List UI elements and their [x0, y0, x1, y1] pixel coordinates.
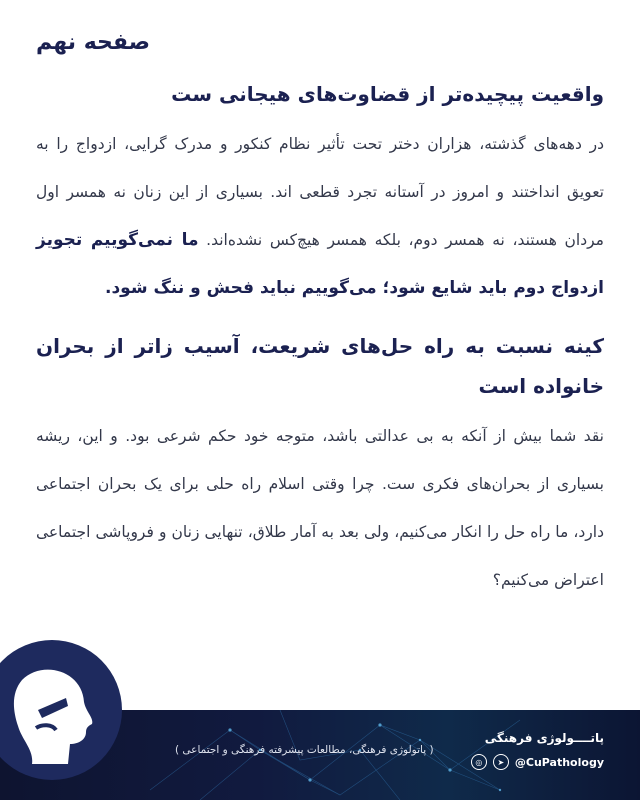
section-body-1-text: در دهه‌های گذشته، هزاران دختر تحت تأثیر نظام کنکور و مدرک گرایی، ازدواج را به تعویق انداختند و امروز در آستانه تجرد قطعی اند. بسیاری از این زنان نه همسر اول مردان هستند، نه همسر دوم، بلکه همسر هیچ‌کس نشده‌اند. — [36, 135, 604, 249]
brand-name: پاتــــولوژی فرهنگی — [484, 731, 604, 745]
section-heading-2: کینه نسبت به راه حل‌های شریعت، آسیب زاتر از بحران خانواده است — [36, 334, 604, 398]
section-body-1-emphasis: ما نمی‌گوییم تجویز ازدواج دوم باید شایع شود؛ می‌گوییم نباید فحش و ننگ شود. — [36, 230, 604, 298]
social-handle: @CuPathology — [514, 755, 604, 769]
section-body-1 — [36, 120, 604, 312]
head-silhouette-icon — [0, 640, 122, 780]
social-handle-row — [471, 754, 604, 770]
telegram-icon: ➤ — [493, 754, 509, 770]
instagram-icon: ◎ — [471, 754, 487, 770]
footer-caption: ( پاتولوژی فرهنگی، مطالعات پیشرفته فرهنگی و اجتماعی ) — [175, 744, 434, 756]
section-heading-1: واقعیت پیچیده‌تر از قضاوت‌های هیجانی ست — [171, 82, 604, 106]
section-body-2: نقد شما بیش از آنکه به بی عدالتی باشد، متوجه خود حکم شرعی بود. و این، ریشه بسیاری از بحران‌های فکری ست. چرا وقتی اسلام راه حلی برای یک بحران اجتماعی دارد، ما راه حل را انکار می‌کنیم، ولی بعد به آمار طلاق، تنهایی زنان و فروپاشی اجتماعی اعتراض می‌کنیم؟ — [36, 427, 604, 589]
article-content — [36, 74, 604, 604]
page-number-label: صفحه نهم — [36, 30, 150, 55]
brand-logo — [0, 640, 122, 780]
